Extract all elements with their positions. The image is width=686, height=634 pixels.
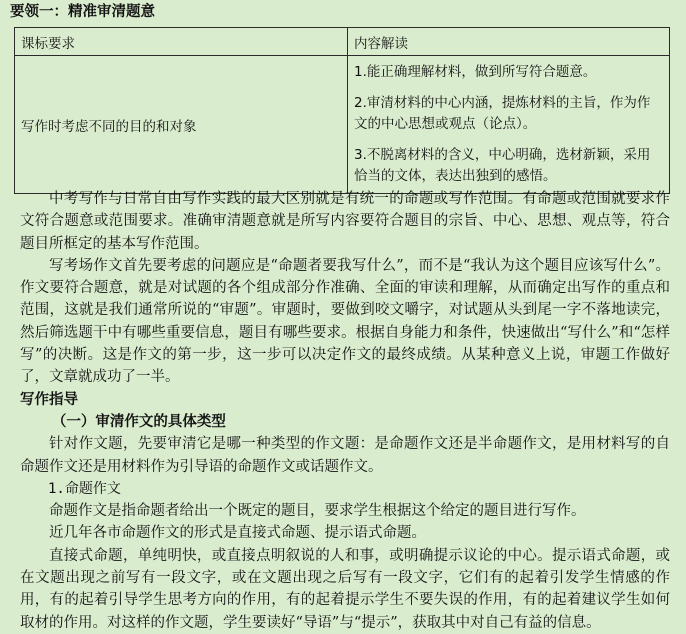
requirement-cell: 写作时考虑不同的目的和对象 xyxy=(15,56,348,194)
subsection-title: （一）审清作文的具体类型 xyxy=(51,413,226,430)
section-title: 写作指导 xyxy=(20,391,78,408)
body-text xyxy=(20,188,670,634)
item-title: 1.命题作文 xyxy=(48,480,121,497)
paragraph: 命题作文是指命题者给出一个既定的题目，要求学生根据这个给定的题目进行写作。 xyxy=(49,503,586,520)
paragraph: 写考场作文首先要考虑的问题应是“命题者要我写什么”，而不是“我认为这个题目应该写什么”。作文要符合题意，就是对试题的各个组成部分作准确、全面的审读和理解，从而确定出写作的重点和范围，这就是我们通常所说的“审题”。审题时，要做到咬文嚼字，对试题从头到尾一字不落地读完，然后筛选题干中有哪些重要信息，题目有哪些要求。根据自身能力和条件，快速做出“写什么”和“怎样写”的决断。这是作文的第一步，这一步可以决定作文的最终成绩。从某种意义上说，审题工作做好了，文章就成功了一半。 xyxy=(20,257,670,386)
interpretation-item: 3.不脱离材料的含义，中心明确，选材新颖，采用恰当的文体，表达出独到的感悟。 xyxy=(354,147,651,184)
paragraph: 针对作文题，先要审清它是哪一种类型的作文题：是命题作文还是半命题作文，是用材料写的自命题作文还是用材料作为引导语的命题作文或话题作文。 xyxy=(20,436,670,475)
table-header-row xyxy=(15,28,670,56)
requirements-table xyxy=(14,27,670,194)
paragraph: 中考写作与日常自由写作实践的最大区别就是有统一的命题或写作范围。有命题或范围就要求作文符合题意或范围要求。准确审清题意就是所写内容要符合题目的宗旨、中心、思想、观点等，符合题目所框定的基本写作范围。 xyxy=(20,191,670,252)
paragraph: 直接式命题，单纯明快，或直接点明叙说的人和事，或明确提示议论的中心。提示语式命题，或在文题出现之前写有一段文字，或在文题出现之后写有一段文字，它们有的起着引发学生情感的作用，有的起着引导学生思考方向的作用，有的起着提示学生不要失误的作用，有的起着建议学生如何取材的作用。对这样的作文题，学生要读好“导语”与“提示”，获取其中对自己有益的信息。 xyxy=(20,547,670,631)
paragraph: 近几年各市命题作文的形式是直接式命题、提示语式命题。 xyxy=(49,525,426,542)
interpretation-item: 2.审清材料的中心内涵，提炼材料的主旨，作为作文的中心思想或观点（论点）。 xyxy=(354,95,651,132)
interpretation-item: 1.能正确理解材料，做到所写符合题意。 xyxy=(354,64,597,80)
main-heading: 要领一：精准审清题意 xyxy=(10,4,155,20)
table-header-cell: 课标要求 xyxy=(15,28,348,56)
interpretation-cell xyxy=(348,56,670,194)
table-row xyxy=(15,56,670,194)
table-header-cell: 内容解读 xyxy=(348,28,670,56)
